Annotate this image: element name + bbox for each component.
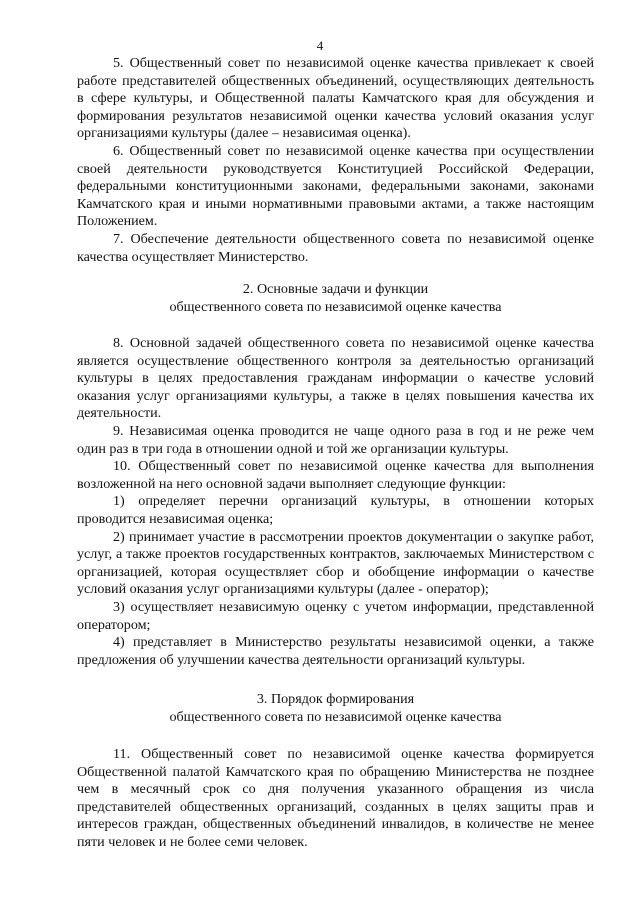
function-item-3: 3) осуществляет независимую оценку с учетом информации, представленной оператором; bbox=[77, 598, 594, 633]
paragraph-9: 9. Независимая оценка проводится не чаще одного раза в год и не реже чем один раз в три года в отношении одной и той же организации культуры. bbox=[77, 422, 594, 457]
paragraph-5: 5. Общественный совет по независимой оценке качества привлекает к своей работе представителей общественных объединений, осуществляющих деятельность в сфере культуры, и Общественной палаты Камчатского края для обсуждения и формирования результатов независимой оценки качества условий оказания услуг организациями культуры (далее – независимая оценка). bbox=[77, 55, 594, 142]
paragraph-10: 10. Общественный совет по независимой оценке качества для выполнения возложенной на него основной задачи выполняет следующие функции: bbox=[77, 458, 594, 492]
section-2-body bbox=[77, 335, 594, 669]
function-item-2: 2) принимает участие в рассмотрении проектов документации о закупке работ, услуг, а также проектов государственных контрактов, заключаемых Министерством с организацией, которая осуществляет сбор и обобщение информации о качестве условий оказания услуг организациями культуры (далее - оператор); bbox=[77, 528, 594, 598]
paragraph-7: 7. Обеспечение деятельности общественного совета по независимой оценке качества осуществляет Министерство. bbox=[77, 230, 594, 265]
section-3-title: 3. Порядок формирования bbox=[256, 691, 415, 707]
section-2-heading bbox=[77, 281, 594, 316]
section-1-body bbox=[77, 55, 594, 266]
section-3-body bbox=[77, 746, 594, 852]
page-number: 4 bbox=[316, 38, 324, 53]
section-3-subtitle: общественного совета по независимой оценке качества bbox=[169, 708, 502, 725]
section-2-subtitle: общественного совета по независимой оценке качества bbox=[169, 298, 502, 315]
paragraph-8: 8. Основной задачей общественного совета по независимой оценке качества является осуществление общественного контроля за деятельностью организаций культуры в целях предоставления гражданам информации о качестве условий оказания услуг организациями культуры, а также в целях повышения качества их деятельности. bbox=[77, 335, 594, 422]
paragraph-11: 11. Общественный совет по независимой оценке качества формируется Общественной палатой Камчатского края по обращению Министерства не позднее чем в месячный срок со дня получения указанного обращения из числа представителей общественных организаций, созданных в целях защиты прав и интересов граждан, общественных объединений инвалидов, в количестве не менее пяти человек и не более семи человек. bbox=[77, 746, 594, 850]
function-item-4: 4) представляет в Министерство результаты независимой оценки, а также предложения об улучшении качества деятельности организаций культуры. bbox=[77, 634, 594, 668]
function-item-1: 1) определяет перечни организаций культуры, в отношении которых проводится независимая оценка; bbox=[77, 493, 594, 527]
section-3-heading bbox=[77, 691, 594, 726]
paragraph-6: 6. Общественный совет по независимой оценке качества при осуществлении своей деятельности руководствуется Конституцией Российской Федерации, федеральными конституционными законами, федеральными законами, законами Камчатского края и иными нормативными правовыми актами, а также настоящим Положением. bbox=[77, 142, 594, 230]
section-2-title: 2. Основные задачи и функции bbox=[242, 281, 429, 297]
